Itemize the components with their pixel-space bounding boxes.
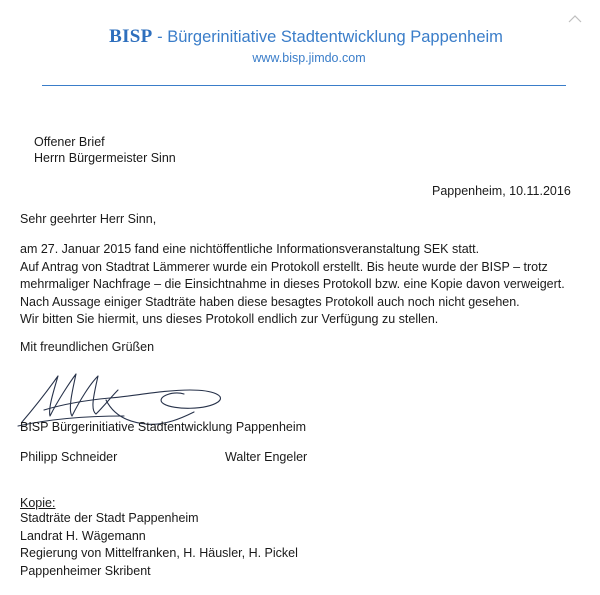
- body-line: am 27. Januar 2015 fand eine nichtöffentliche Informationsveranstaltung SEK statt.: [20, 242, 480, 256]
- copy-recipient: Pappenheimer Skribent: [20, 563, 151, 578]
- letterhead-org-full: - Bürgerinitiative Stadtentwicklung Pappenheim: [152, 28, 503, 46]
- corner-mark-icon: [568, 14, 582, 23]
- letterhead-divider: [42, 85, 566, 86]
- signer-name-2: Walter Engeler: [225, 450, 308, 464]
- letterhead-url: www.bisp.jimdo.com: [252, 51, 366, 65]
- copies-label: Kopie:: [20, 496, 56, 510]
- letter-body: [20, 241, 565, 329]
- copy-recipient: Landrat H. Wägemann: [20, 528, 146, 543]
- body-line: Nach Aussage einiger Stadträte haben diese besagtes Protokoll auch noch nicht gesehen.: [20, 294, 520, 309]
- recipient-line-2: Herrn Bürgermeister Sinn: [34, 151, 176, 165]
- signature-organization: BISP Bürgerinitiative Stadtentwicklung Pappenheim: [20, 420, 307, 434]
- handwritten-signature: [14, 360, 244, 450]
- copies-list: [20, 510, 298, 580]
- closing: Mit freundlichen Grüßen: [20, 340, 155, 354]
- body-line: mehrmaliger Nachfrage – die Einsichtnahme in dieses Protokoll bzw. eine Kopie davon verweigert.: [20, 277, 565, 291]
- salutation: Sehr geehrter Herr Sinn,: [20, 212, 157, 226]
- letterhead-org-short: BISP: [109, 26, 153, 47]
- letterhead: [0, 26, 600, 65]
- date-line: Pappenheim, 10.11.2016: [432, 184, 571, 198]
- copy-recipient: Regierung von Mittelfranken, H. Häusler, H. Pickel: [20, 546, 298, 560]
- body-line: Wir bitten Sie hiermit, uns dieses Protokoll endlich zur Verfügung zu stellen.: [20, 312, 439, 326]
- copy-recipient: Stadträte der Stadt Pappenheim: [20, 511, 199, 525]
- signer-name-1: Philipp Schneider: [20, 450, 118, 464]
- body-line: Auf Antrag von Stadtrat Lämmerer wurde ein Protokoll erstellt. Bis heute wurde der BISP – trotz: [20, 259, 548, 274]
- letterhead-title: [12, 26, 600, 48]
- recipient-line-1: Offener Brief: [34, 135, 105, 149]
